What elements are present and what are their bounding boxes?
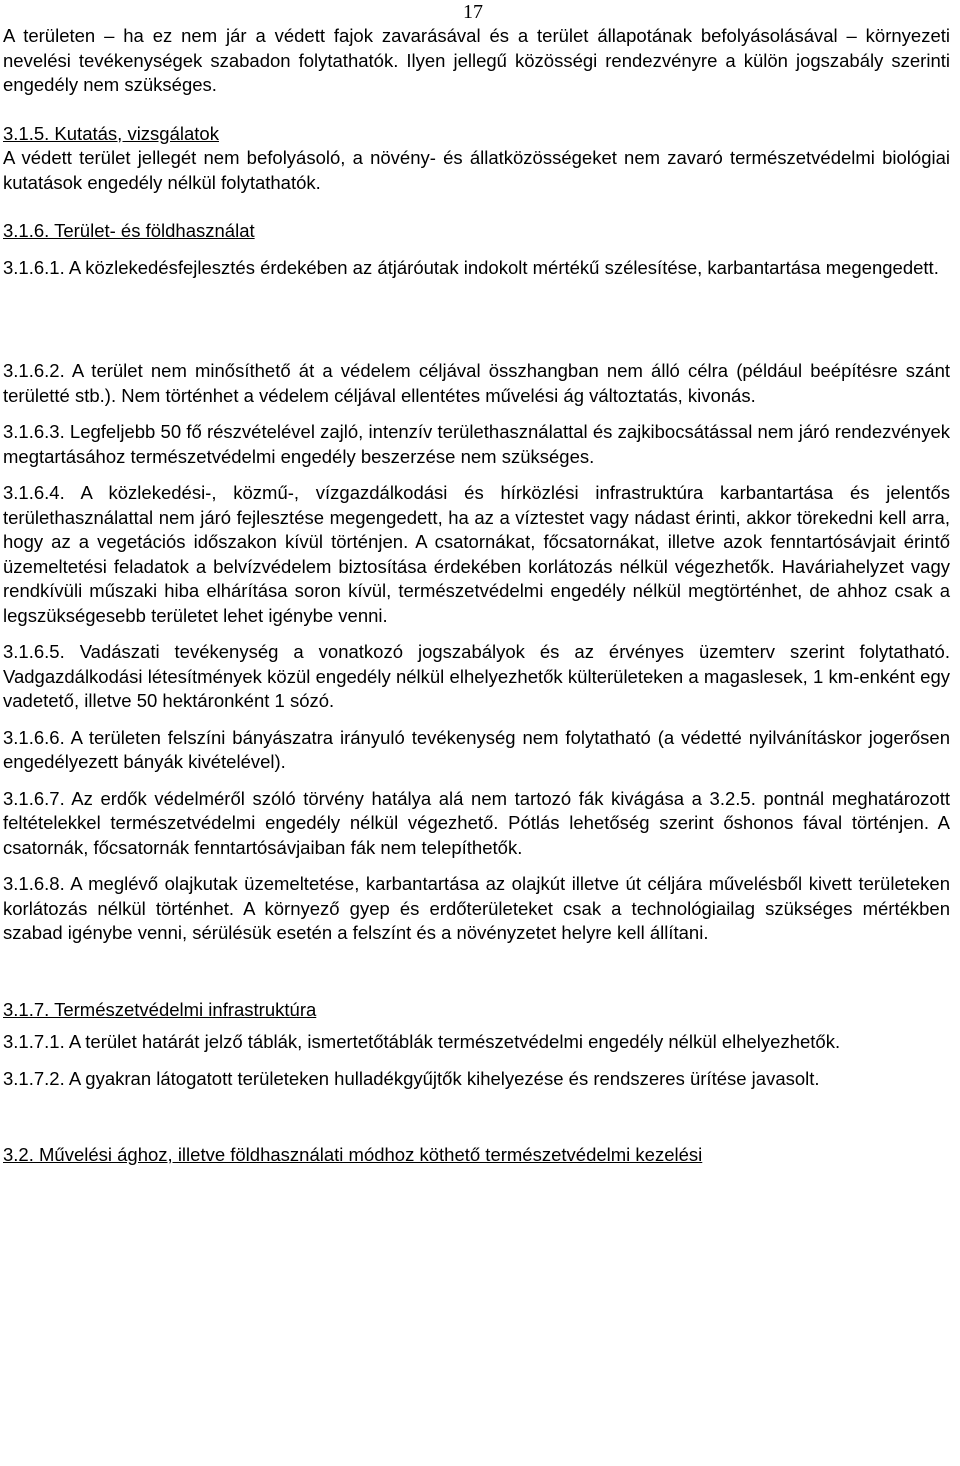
intro-paragraph: A területen – ha ez nem jár a védett fajok zavarásával és a terület állapotának befolyásolásával – környezeti nevelési tevékenységek szabadon folytathatók. Ilyen jellegű közösségi rendezvényre a külön jogszabály szerinti engedély nem szükséges. bbox=[3, 25, 950, 95]
paragraph-3-1-6-2: 3.1.6.2. A terület nem minősíthető át a védelem céljával összhangban nem álló célra (például beépítésre szánt területté stb.). Nem történhet a védelem céljával ellentétes művelési ág változtatás, kivonás. bbox=[3, 360, 950, 406]
section-heading-3-1-7: 3.1.7. Természetvédelmi infrastruktúra bbox=[3, 998, 317, 1020]
page-number: 17 bbox=[463, 1, 483, 23]
paragraph-3-1-7-1: 3.1.7.1. A terület határát jelző táblák, ismertetőtáblák természetvédelmi engedély nélkül elhelyezhetők. bbox=[3, 1031, 841, 1052]
paragraph-3-1-6-4: 3.1.6.4. A közlekedési-, közmű-, vízgazdálkodási és hírközlési infrastruktúra karbantartása és jelentős területhasználattal nem járó fejlesztése megengedett, ha az a víztestet vagy nádast érinti, akkor törekedni kell arra, hogy az a vegetációs időszakon kívül történjen. A csatornákat, főcsatornákat, illetve azok fenntartósávjait érintő üzemeltetési feladatok a belvízvédelem biztosítása érdekében korlátozás nélkül végezhetők. Haváriahelyzet vagy rendkívüli műszaki hiba elhárítása soron kívül, természetvédelmi engedély nélkül megtörténhet, de ahhoz csak a legszükségesebb területet lehet igénybe venni. bbox=[3, 482, 950, 626]
paragraph-3-1-6-6: 3.1.6.6. A területen felszíni bányászatra irányuló tevékenység nem folytatható (a védetté nyilvánításkor jogerősen engedélyezett bányák kivételével). bbox=[3, 726, 950, 772]
paragraph-3-1-6-7: 3.1.6.7. Az erdők védelméről szóló törvény hatálya alá nem tartozó fák kivágása a 3.2.5. pontnál meghatározott feltételekkel természetvédelmi engedély nélkül végezhető. Pótlás lehetőség szerint őshonos fával történjen. A csatornák, főcsatornák fenntartósávjaiban fák nem telepíthetők. bbox=[3, 787, 950, 858]
page-content bbox=[3, 24, 950, 1168]
paragraph-3-1-7-2: 3.1.7.2. A gyakran látogatott területeken hulladékgyűjtők kihelyezése és rendszeres ürítése javasolt. bbox=[3, 1067, 820, 1089]
paragraph-3-1-6-8: 3.1.6.8. A meglévő olajkutak üzemeltetése, karbantartása az olajkút illetve út céljára művelésből kivett területeken korlátozás nélkül történhet. A környező gyep és erdőterületeket csak a technológiailag szükséges mértékben szabad igénybe venni, sérülésük esetén a felszínt és a növényzetet helyre kell állítani. bbox=[3, 873, 950, 943]
section-heading-3-1-6: 3.1.6. Terület- és földhasználat bbox=[3, 220, 255, 241]
section-heading-3-1-5: 3.1.5. Kutatás, vizsgálatok bbox=[3, 122, 219, 144]
paragraph-3-1-6-3: 3.1.6.3. Legfeljebb 50 fő részvételével zajló, intenzív területhasználattal és zajkibocsátással nem járó rendezvények megtartásához természetvédelmi engedély beszerzése nem szükséges. bbox=[3, 421, 950, 467]
paragraph-3-1-5: A védett terület jellegét nem befolyásoló, a növény- és állatközösségeket nem zavaró természetvédelmi biológiai kutatások engedély nélkül folytathatók. bbox=[3, 147, 950, 193]
paragraph-3-1-6-5: 3.1.6.5. Vadászati tevékenység a vonatkozó jogszabályok és az érvényes üzemterv szerint folytatható. Vadgazdálkodási létesítmények közül engedély nélkül elhelyezhetők külterületeken a magaslesek, 1 km-enként egy vadetető, illetve 50 hektáronként 1 sózó. bbox=[3, 641, 950, 711]
section-heading-3-2: 3.2. Művelési ághoz, illetve földhasználati módhoz köthető természetvédelmi kezelési bbox=[3, 1144, 703, 1165]
paragraph-3-1-6-1: 3.1.6.1. A közlekedésfejlesztés érdekében az átjáróutak indokolt mértékű szélesítése, karbantartása megengedett. bbox=[3, 256, 939, 278]
